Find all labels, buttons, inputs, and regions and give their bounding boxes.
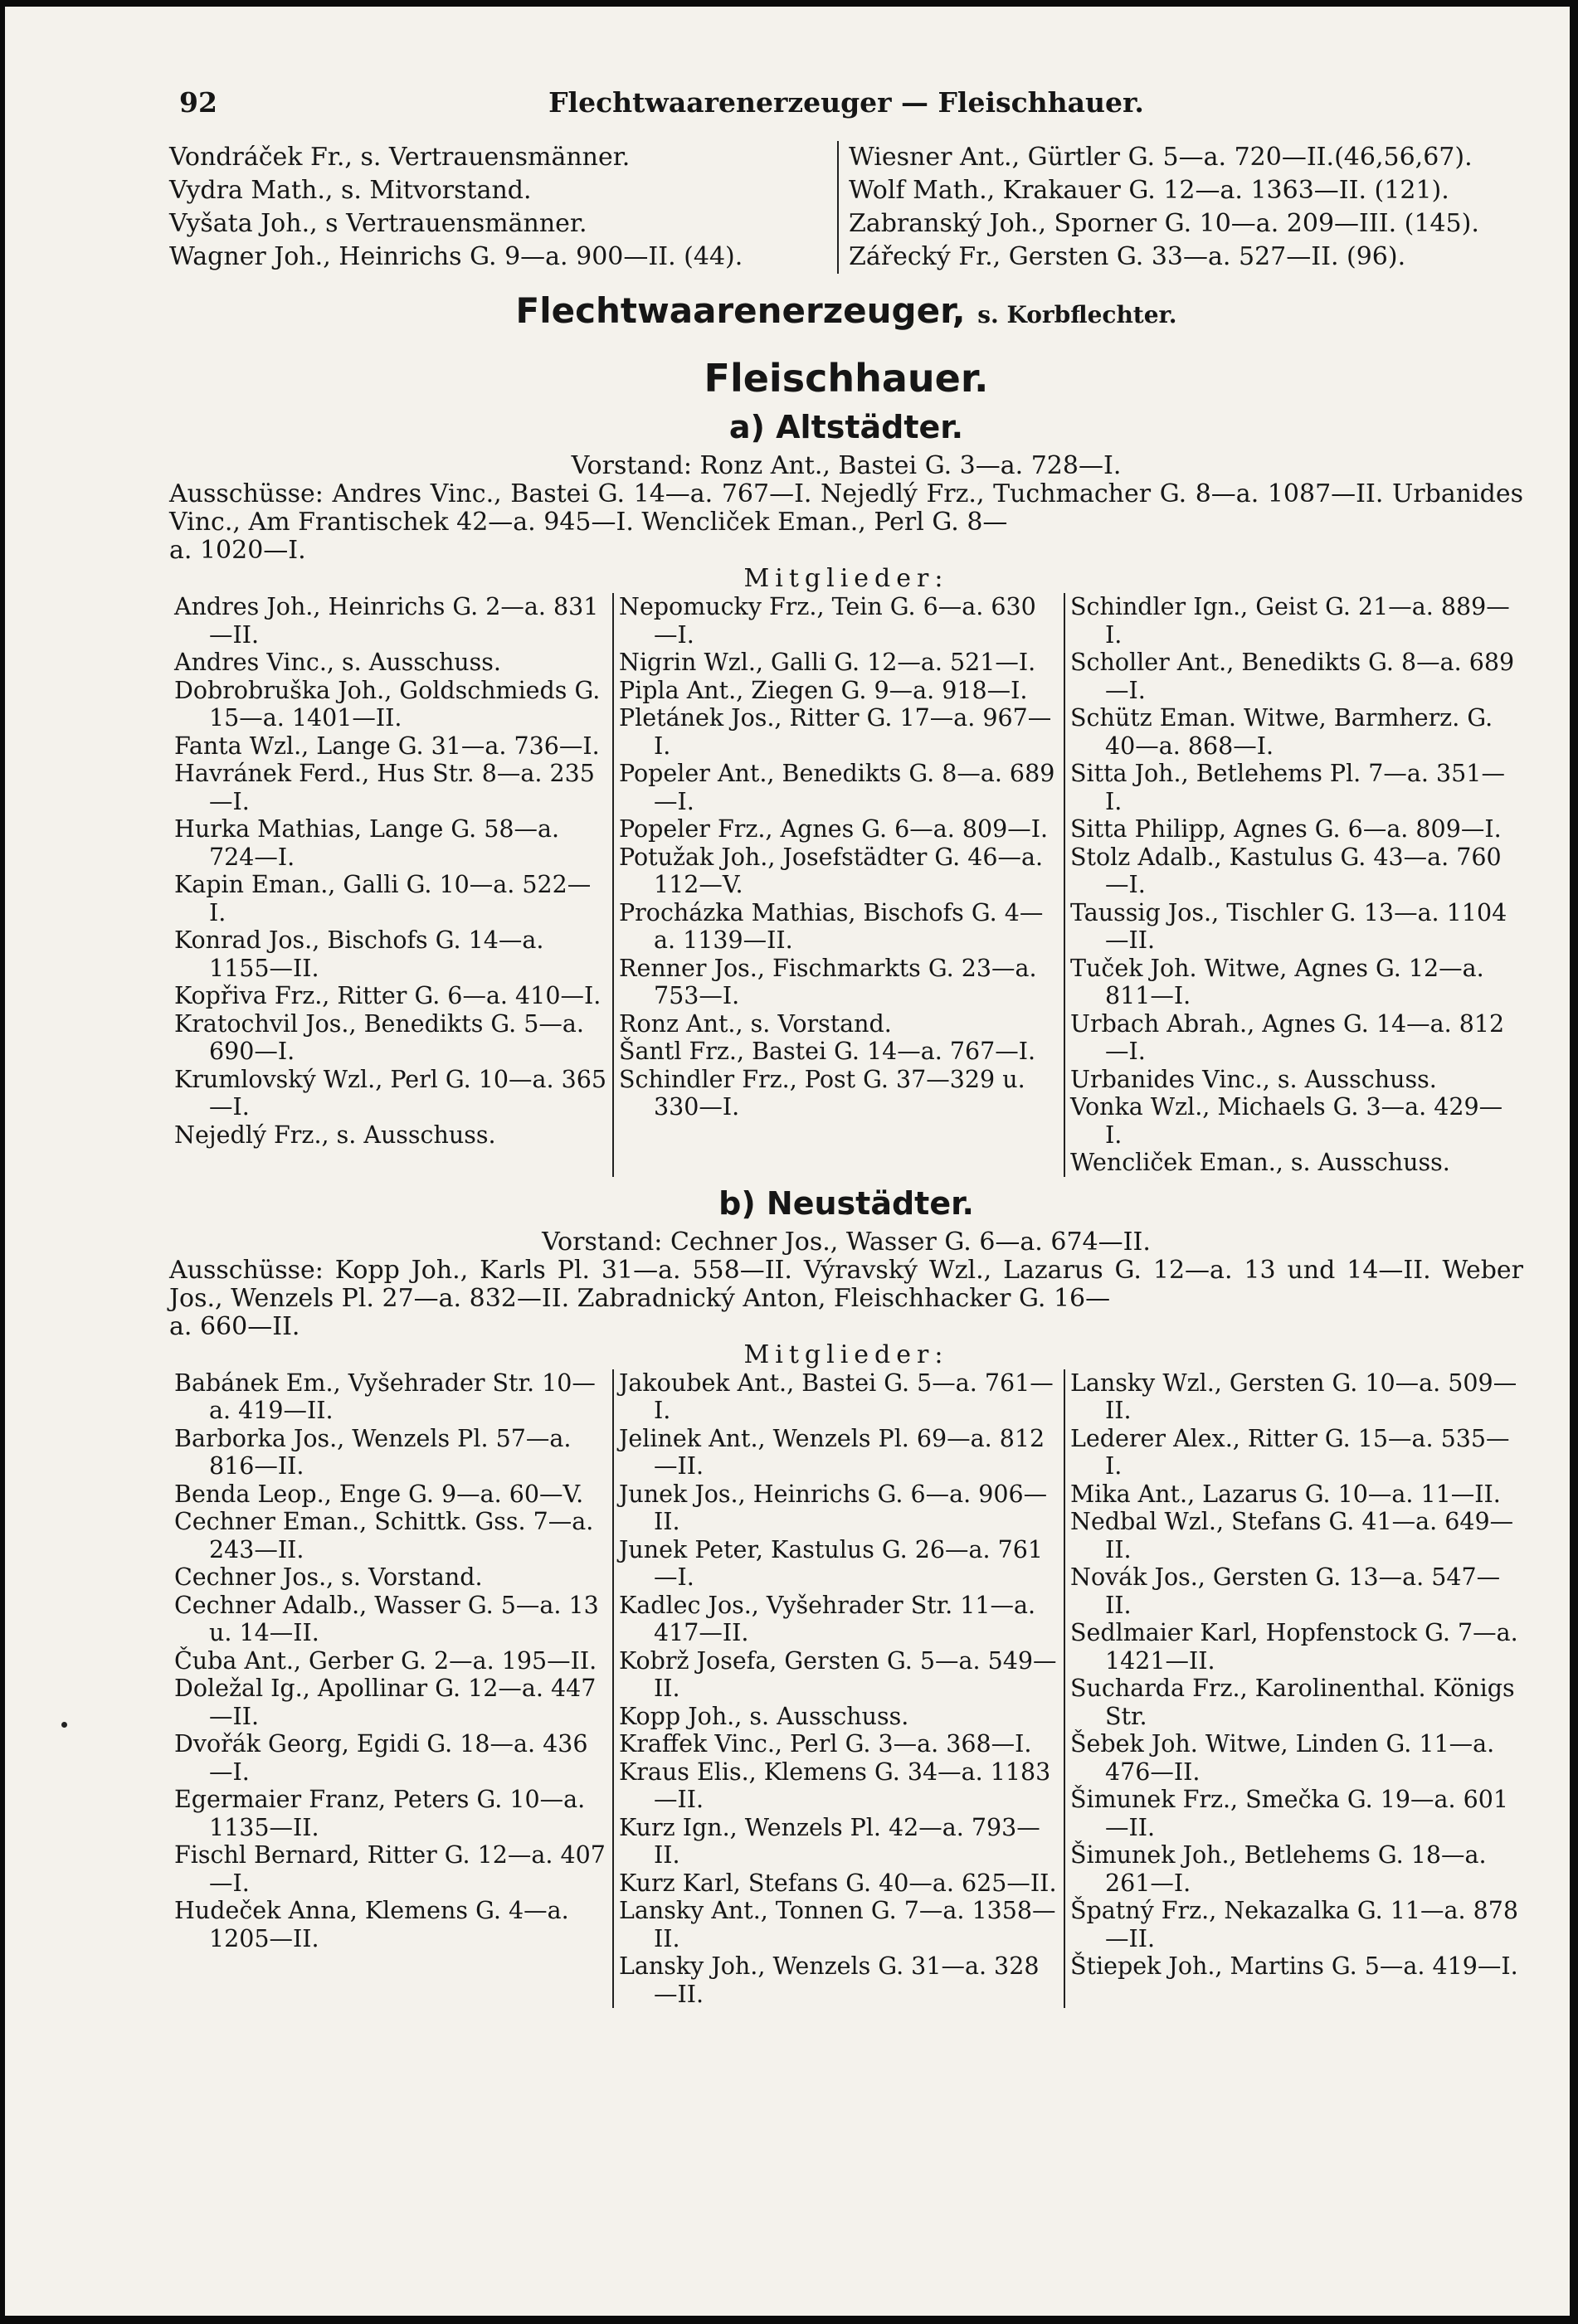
subsection-b-vorstand: Vorstand: Cechner Jos., Wasser G. 6—a. 674—II. bbox=[542, 1227, 1151, 1257]
subsection-b-ausschuesse-tail: a. 660—II. bbox=[169, 1311, 300, 1341]
subsection-b-title: b) Neustädter. bbox=[718, 1184, 974, 1222]
list-item: Sedlmaier Karl, Hopfenstock G. 7—a. 1421—II. bbox=[1070, 1619, 1518, 1675]
subsection-a-members bbox=[169, 593, 1523, 1177]
list-item: Mika Ant., Lazarus G. 10—a. 11—II. bbox=[1070, 1480, 1501, 1508]
list-item: Jelinek Ant., Wenzels Pl. 69—a. 812—II. bbox=[619, 1424, 1045, 1480]
cross-reference-title: Flechtwaarenerzeuger, bbox=[515, 290, 966, 331]
list-item: Procházka Mathias, Bischofs G. 4—a. 1139—II. bbox=[619, 898, 1044, 954]
list-item: Urbach Abrah., Agnes G. 14—a. 812—I. bbox=[1070, 1009, 1505, 1065]
list-item: Nejedlý Frz., s. Ausschuss. bbox=[174, 1121, 496, 1149]
list-item: Renner Jos., Fischmarkts G. 23—a. 753—I. bbox=[619, 954, 1037, 1009]
list-item: Wiesner Ant., Gürtler G. 5—a. 720—II.(46,56,67). bbox=[849, 143, 1473, 172]
list-item: Pipla Ant., Ziegen G. 9—a. 918—I. bbox=[619, 676, 1028, 704]
list-item: Šimunek Joh., Betlehems G. 18—a. 261—I. bbox=[1070, 1841, 1487, 1897]
list-item: Dvořák Georg, Egidi G. 18—a. 436—I. bbox=[174, 1730, 588, 1786]
members-column-3 bbox=[1064, 1369, 1523, 2009]
subsection-a-ausschuesse-tail: a. 1020—I. bbox=[169, 536, 306, 565]
list-item: Krumlovský Wzl., Perl G. 10—a. 365—I. bbox=[174, 1065, 607, 1121]
list-item: Sucharda Frz., Karolinenthal. Königs Str. bbox=[1070, 1675, 1515, 1730]
list-item: Potužak Joh., Josefstädter G. 46—a. 112—V. bbox=[619, 843, 1044, 898]
list-item: Kopp Joh., s. Ausschuss. bbox=[619, 1702, 909, 1730]
running-title: Flechtwaarenerzeuger — Fleischhauer. bbox=[548, 86, 1144, 119]
list-item: Schindler Ign., Geist G. 21—a. 889—I. bbox=[1070, 593, 1510, 649]
list-item: Lederer Alex., Ritter G. 15—a. 535—I. bbox=[1070, 1424, 1510, 1480]
list-item: Šimunek Frz., Smečka G. 19—a. 601—II. bbox=[1070, 1786, 1509, 1841]
list-item: Lansky Joh., Wenzels G. 31—a. 328—II. bbox=[619, 1952, 1040, 2008]
list-item: Novák Jos., Gersten G. 13—a. 547—II. bbox=[1070, 1563, 1501, 1619]
list-item: Pletánek Jos., Ritter G. 17—a. 967—I. bbox=[619, 704, 1052, 760]
list-item: Vonka Wzl., Michaels G. 3—a. 429—I. bbox=[1070, 1093, 1503, 1149]
list-item: Junek Jos., Heinrichs G. 6—a. 906—II. bbox=[619, 1480, 1048, 1535]
list-item: Junek Peter, Kastulus G. 26—a. 761—I. bbox=[619, 1535, 1044, 1591]
list-item: Špatný Frz., Nekazalka G. 11—a. 878—II. bbox=[1070, 1897, 1518, 1952]
list-item: Stolz Adalb., Kastulus G. 43—a. 760—I. bbox=[1070, 843, 1502, 898]
members-column-1 bbox=[169, 593, 612, 1177]
list-item: Andres Vinc., s. Ausschuss. bbox=[174, 649, 501, 676]
list-item: Hurka Mathias, Lange G. 58—a. 724—I. bbox=[174, 815, 560, 871]
list-item: Popeler Frz., Agnes G. 6—a. 809—I. bbox=[619, 815, 1049, 843]
page-number: 92 bbox=[179, 86, 217, 119]
list-item: Cechner Eman., Schittk. Gss. 7—a. 243—II. bbox=[174, 1508, 594, 1563]
list-item: Fanta Wzl., Lange G. 31—a. 736—I. bbox=[174, 732, 600, 760]
list-item: Benda Leop., Enge G. 9—a. 60—V. bbox=[174, 1480, 584, 1508]
list-item: Zabranský Joh., Sporner G. 10—a. 209—III. (145). bbox=[849, 209, 1479, 238]
ink-speck bbox=[61, 1722, 67, 1728]
cross-reference-note: s. Korbflechter. bbox=[977, 301, 1177, 328]
list-item: Sitta Philipp, Agnes G. 6—a. 809—I. bbox=[1070, 815, 1502, 843]
list-item: Kraus Elis., Klemens G. 34—a. 1183—II. bbox=[619, 1758, 1051, 1813]
list-item: Čuba Ant., Gerber G. 2—a. 195—II. bbox=[174, 1646, 597, 1675]
continued-entries bbox=[169, 141, 1523, 274]
list-item: Babánek Em., Vyšehrader Str. 10—a. 419—II. bbox=[174, 1369, 596, 1424]
list-item: Ronz Ant., s. Vorstand. bbox=[619, 1009, 892, 1038]
continued-entries-left bbox=[169, 141, 837, 274]
list-item: Vydra Math., s. Mitvorstand. bbox=[169, 176, 532, 205]
list-item: Doležal Ig., Apollinar G. 12—a. 447—II. bbox=[174, 1675, 597, 1730]
list-item: Fischl Bernard, Ritter G. 12—a. 407—I. bbox=[174, 1841, 606, 1897]
list-item: Konrad Jos., Bischofs G. 14—a. 1155—II. bbox=[174, 926, 544, 982]
list-item: Kratochvil Jos., Benedikts G. 5—a. 690—I. bbox=[174, 1009, 584, 1065]
list-item: Kopřiva Frz., Ritter G. 6—a. 410—I. bbox=[174, 982, 601, 1009]
list-item: Barborka Jos., Wenzels Pl. 57—a. 816—II. bbox=[174, 1424, 572, 1480]
list-item: Cechner Adalb., Wasser G. 5—a. 13 u. 14—II. bbox=[174, 1591, 599, 1646]
members-column-1 bbox=[169, 1369, 612, 2009]
subsection-b-mitglieder-heading: Mitglieder: bbox=[743, 1339, 949, 1369]
subsection-b-ausschuesse: Ausschüsse: Kopp Joh., Karls Pl. 31—a. 558—II. Výravský Wzl., Lazarus G. 12—a. 13 und 14—II. Weber Jos., Wenzels Pl. 27—a. 832—II. Zabradnický Anton, Fleischhacker G. 16— bbox=[169, 1255, 1523, 1313]
subsection-a-title: a) Altstädter. bbox=[728, 409, 964, 445]
list-item: Nepomucky Frz., Tein G. 6—a. 630—I. bbox=[619, 593, 1036, 649]
list-item: Kurz Karl, Stefans G. 40—a. 625—II. bbox=[619, 1869, 1057, 1897]
list-item: Kobrž Josefa, Gersten G. 5—a. 549—II. bbox=[619, 1646, 1057, 1702]
list-item: Kraffek Vinc., Perl G. 3—a. 368—I. bbox=[619, 1730, 1032, 1758]
subsection-a-ausschuesse: Ausschüsse: Andres Vinc., Bastei G. 14—a. 767—I. Nejedlý Frz., Tuchmacher G. 8—a. 1087—II. Urbanides Vinc., Am Frantischek 42—a. 945—I. Wencliček Eman., Perl G. 8— bbox=[169, 479, 1523, 537]
list-item: Popeler Ant., Benedikts G. 8—a. 689—I. bbox=[619, 760, 1055, 815]
list-item: Štiepek Joh., Martins G. 5—a. 419—I. bbox=[1070, 1952, 1518, 1980]
subsection-a-vorstand: Vorstand: Ronz Ant., Bastei G. 3—a. 728—I. bbox=[571, 451, 1122, 480]
list-item: Andres Joh., Heinrichs G. 2—a. 831—II. bbox=[174, 593, 599, 649]
page-content bbox=[169, 71, 1523, 2008]
list-item: Wolf Math., Krakauer G. 12—a. 1363—II. (121). bbox=[849, 176, 1449, 205]
list-item: Jakoubek Ant., Bastei G. 5—a. 761—I. bbox=[619, 1369, 1054, 1424]
list-item: Nigrin Wzl., Galli G. 12—a. 521—I. bbox=[619, 649, 1036, 676]
members-column-2 bbox=[612, 593, 1064, 1177]
list-item: Wencliček Eman., s. Ausschuss. bbox=[1070, 1149, 1450, 1176]
document-page bbox=[5, 7, 1570, 2316]
list-item: Taussig Jos., Tischler G. 13—a. 1104—II. bbox=[1070, 898, 1507, 954]
list-item: Scholler Ant., Benedikts G. 8—a. 689—I. bbox=[1070, 649, 1515, 704]
list-item: Sitta Joh., Betlehems Pl. 7—a. 351—I. bbox=[1070, 760, 1505, 815]
list-item: Hudeček Anna, Klemens G. 4—a. 1205—II. bbox=[174, 1897, 569, 1952]
list-item: Šantl Frz., Bastei G. 14—a. 767—I. bbox=[619, 1038, 1036, 1065]
list-item: Dobrobruška Joh., Goldschmieds G. 15—a. 1401—II. bbox=[174, 676, 601, 732]
list-item: Cechner Jos., s. Vorstand. bbox=[174, 1563, 483, 1591]
list-item: Lansky Ant., Tonnen G. 7—a. 1358—II. bbox=[619, 1897, 1056, 1952]
list-item: Tuček Joh. Witwe, Agnes G. 12—a. 811—I. bbox=[1070, 954, 1484, 1009]
subsection-a-mitglieder-heading: Mitglieder: bbox=[743, 564, 949, 593]
list-item: Egermaier Franz, Peters G. 10—a. 1135—II. bbox=[174, 1786, 586, 1841]
list-item: Nedbal Wzl., Stefans G. 41—a. 649—II. bbox=[1070, 1508, 1514, 1563]
list-item: Šebek Joh. Witwe, Linden G. 11—a. 476—II. bbox=[1070, 1730, 1495, 1786]
members-column-3 bbox=[1064, 593, 1523, 1177]
running-head bbox=[169, 71, 1523, 121]
list-item: Zářecký Fr., Gersten G. 33—a. 527—II. (96). bbox=[849, 242, 1406, 271]
list-item: Kadlec Jos., Vyšehrader Str. 11—a. 417—II. bbox=[619, 1591, 1036, 1646]
list-item: Schütz Eman. Witwe, Barmherz. G. 40—a. 868—I. bbox=[1070, 704, 1493, 760]
list-item: Wagner Joh., Heinrichs G. 9—a. 900—II. (44). bbox=[169, 242, 743, 271]
list-item: Urbanides Vinc., s. Ausschuss. bbox=[1070, 1065, 1437, 1093]
cross-reference-heading bbox=[169, 290, 1523, 331]
list-item: Vondráček Fr., s. Vertrauensmänner. bbox=[169, 143, 631, 172]
continued-entries-right bbox=[837, 141, 1523, 274]
section-title: Fleischhauer. bbox=[704, 356, 989, 401]
list-item: Schindler Frz., Post G. 37—329 u. 330—I. bbox=[619, 1065, 1025, 1121]
list-item: Havránek Ferd., Hus Str. 8—a. 235—I. bbox=[174, 760, 595, 815]
list-item: Kapin Eman., Galli G. 10—a. 522—I. bbox=[174, 871, 592, 926]
subsection-b-members bbox=[169, 1369, 1523, 2009]
members-column-2 bbox=[612, 1369, 1064, 2009]
list-item: Lansky Wzl., Gersten G. 10—a. 509—II. bbox=[1070, 1369, 1517, 1424]
list-item: Kurz Ign., Wenzels Pl. 42—a. 793—II. bbox=[619, 1813, 1040, 1869]
list-item: Vyšata Joh., s Vertrauensmänner. bbox=[169, 209, 587, 238]
